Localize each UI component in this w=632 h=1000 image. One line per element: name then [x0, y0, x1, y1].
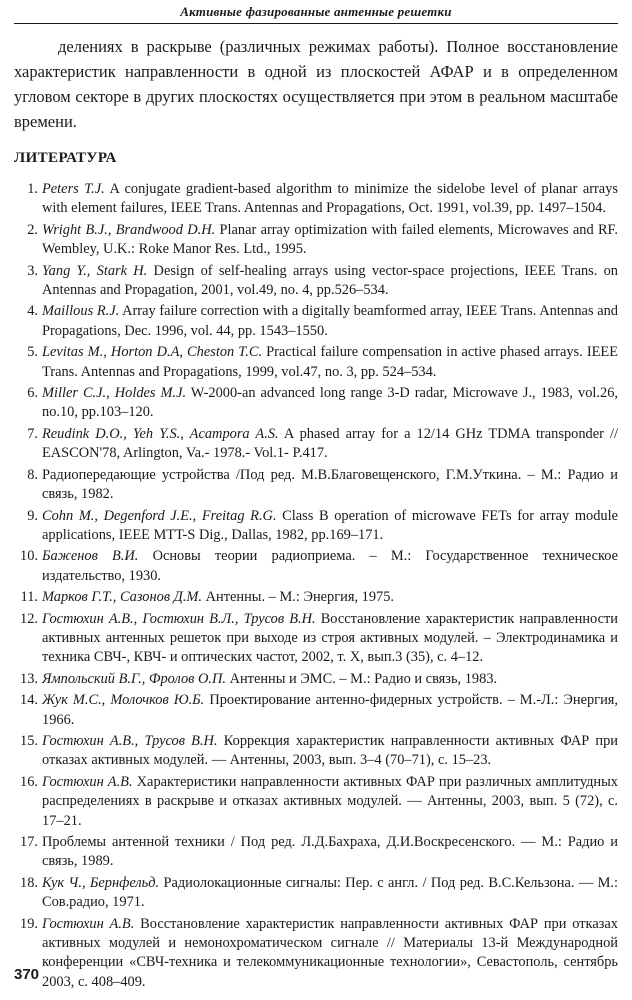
- reference-text: Class B operation of microwave FETs for array module applications, IEEE MTT-S Dig., Dallas, 1982, pp.169–171.: [42, 507, 618, 543]
- reference-number: 12.: [20, 610, 38, 627]
- reference-body: [42, 691, 618, 730]
- reference-item: [14, 343, 618, 382]
- reference-text: Array failure correction with a digitally beamformed array, IEEE Trans. Antennas and Propagations, Dec. 1996, vol. 44, pp. 1543–1550.: [42, 303, 618, 339]
- reference-text: Design of self-healing arrays using vector-space projections, IEEE Trans. on Antennas and Propagation, 2001, vol.49, no. 4, pp.526–534.: [42, 262, 619, 299]
- reference-item: [14, 732, 618, 771]
- reference-text: A conjugate gradient-based algorithm to minimize the sidelobe level of planar arrays with element failures, IEEE Trans. Antennas and Propagations, Oct. 1991, vol.39, pp. 1497–1504.: [42, 181, 618, 217]
- reference-number: 14.: [20, 692, 38, 709]
- reference-list: [14, 180, 618, 994]
- reference-number: 11.: [20, 589, 38, 606]
- reference-text: Радиолокационные сигналы: Пер. с англ. / Под ред. В.С.Кельзона. — М.: Сов.радио, 1971.: [42, 874, 618, 911]
- intro-text: делениях в раскрыве (различных режимах работы). Полное восстановление характеристик направленности в одной из плоскостей АФАР и в определенном угловом секторе в других плоскостях осуществляется при этом в реальном масштабе времени.: [14, 37, 618, 131]
- reference-text: Practical failure compensation in active phased arrays. IEEE Trans. Antennas and Propagations, 1999, vol.47, no. 3, pp. 524–534.: [42, 344, 618, 380]
- reference-item: [14, 874, 618, 913]
- reference-body: [42, 384, 618, 423]
- reference-body: [42, 302, 618, 341]
- reference-number: 7.: [27, 425, 38, 442]
- reference-number: 2.: [27, 221, 38, 238]
- reference-text: A phased array for a 12/14 GHz TDMA transponder // EASCON'78, Arlington, Va.- 1978.- Vol.1- P.417.: [42, 425, 618, 462]
- reference-body: [42, 221, 618, 260]
- reference-item: [14, 180, 618, 219]
- reference-number: 8.: [27, 466, 38, 483]
- reference-number: 10.: [20, 548, 38, 565]
- page-number: 370: [14, 966, 40, 983]
- reference-body: [42, 670, 618, 689]
- reference-item: [14, 425, 618, 464]
- reference-authors: Ямпольский В.Г., Фролов О.П.: [42, 670, 226, 687]
- reference-authors: Maillous R.J.: [42, 303, 120, 320]
- reference-authors: Гостюхин А.В.: [42, 915, 135, 932]
- reference-number: 4.: [27, 303, 38, 320]
- reference-body: [42, 425, 618, 464]
- reference-number: 6.: [27, 385, 38, 402]
- intro-paragraph: [14, 34, 618, 134]
- reference-item: [14, 588, 618, 607]
- reference-authors: Гостюхин А.В., Трусов В.Н.: [42, 732, 218, 749]
- reference-text: W-2000-an advanced long range 3-D radar, Microwave J., 1983, vol.26, no.10, pp.103–120.: [42, 385, 618, 421]
- reference-text: Коррекция характеристик направленности активных ФАР при отказах активных модулей. — Антенны, 2003, вып. 3–4 (70–71), с. 15–23.: [42, 732, 619, 769]
- running-header: Активные фазированные антенные решетки: [180, 4, 452, 19]
- reference-body: [42, 833, 618, 872]
- reference-body: [42, 610, 618, 668]
- reference-text: Антенны и ЭМС. – М.: Радио и связь, 1983.: [225, 670, 498, 687]
- reference-text: Радиопередающие устройства /Под ред. М.В.Благовещенского, Г.М.Уткина. – М.: Радио и связь, 1982.: [42, 466, 618, 503]
- reference-body: [42, 874, 618, 913]
- reference-body: [42, 732, 618, 771]
- reference-authors: Марков Г.Т., Сазонов Д.М.: [42, 589, 203, 606]
- reference-number: 17.: [20, 834, 38, 850]
- reference-body: [42, 262, 618, 301]
- reference-item: [14, 507, 618, 546]
- reference-number: 19.: [20, 915, 38, 932]
- reference-number: 18.: [20, 874, 38, 891]
- reference-authors: Reudink D.O., Yeh Y.S., Acampora A.S.: [42, 425, 279, 442]
- reference-body: [42, 466, 618, 505]
- reference-item: [14, 466, 618, 505]
- reference-item: [14, 610, 618, 668]
- reference-authors: Кук Ч., Бернфельд.: [42, 874, 160, 891]
- reference-number: 16.: [20, 773, 38, 790]
- reference-body: [42, 915, 618, 993]
- reference-item: [14, 773, 618, 831]
- reference-authors: Гостюхин А.В.: [42, 773, 133, 790]
- reference-text: Антенны. – М.: Энергия, 1975.: [202, 589, 395, 606]
- reference-body: [42, 507, 618, 546]
- reference-text: Planar array optimization with failed elements, Microwaves and RF. Wembley, U.K.: Roke Manor Res. Ltd., 1995.: [42, 221, 618, 258]
- reference-text: Проблемы антенной техники / Под ред. Л.Д.Бахраха, Д.И.Воскресенского. — М.: Радио и связь, 1989.: [42, 834, 618, 870]
- reference-item: [14, 691, 618, 730]
- reference-body: [42, 180, 618, 219]
- reference-text: Основы теории радиоприема. – М.: Государственное техническое издательство, 1930.: [42, 548, 618, 584]
- reference-number: 1.: [27, 181, 38, 197]
- reference-text: Проектирование антенно-фидерных устройств. – М.-Л.: Энергия, 1966.: [42, 692, 618, 728]
- reference-number: 9.: [27, 507, 38, 524]
- reference-authors: Баженов В.И.: [42, 548, 139, 565]
- reference-item: [14, 302, 618, 341]
- reference-number: 15.: [20, 732, 38, 749]
- reference-body: [42, 343, 618, 382]
- reference-item: [14, 670, 618, 689]
- reference-body: [42, 588, 618, 607]
- header-rule: [14, 23, 618, 24]
- reference-item: [14, 915, 618, 993]
- reference-item: [14, 833, 618, 872]
- reference-authors: Yang Y., Stark H.: [42, 262, 148, 279]
- reference-item: [14, 547, 618, 586]
- references-heading: ЛИТЕРАТУРА: [14, 150, 117, 166]
- reference-authors: Peters T.J.: [42, 181, 105, 197]
- reference-item: [14, 262, 618, 301]
- reference-authors: Гостюхин А.В., Гостюхин В.Л., Трусов В.Н.: [42, 610, 316, 627]
- reference-text: Характеристики направленности активных ФАР при различных амплитудных распределениях в раскрыве и отказах активных модулей. — Антенны, 2003, вып. 5 (72), с. 17–21.: [42, 773, 618, 829]
- reference-body: [42, 773, 618, 831]
- reference-body: [42, 547, 618, 586]
- reference-text: Восстановление характеристик направленности активных антенных решеток при выходе из строя активных модулей. – Электродинамика и техника СВЧ-, КВЧ- и оптических частот, 2002, т. X, вып.3 (35), с. 4–12.: [42, 610, 618, 666]
- reference-authors: Miller C.J., Holdes M.J.: [42, 385, 187, 402]
- reference-number: 13.: [20, 670, 38, 687]
- reference-item: [14, 221, 618, 260]
- reference-text: Восстановление характеристик направленности активных ФАР при отказах активных модулей и немонохроматическом сигнале // Материалы 13-й Международной конференции «СВЧ-техника и телекоммуникационные технологии», Севастополь, сентябрь 2003, с. 408–409.: [42, 915, 618, 990]
- reference-authors: Wright B.J., Brandwood D.H.: [42, 221, 216, 238]
- reference-authors: Жук М.С., Молочков Ю.Б.: [42, 692, 205, 709]
- reference-number: 3.: [27, 262, 38, 279]
- reference-authors: Cohn M., Degenford J.E., Freitag R.G.: [42, 507, 277, 524]
- reference-authors: Levitas M., Horton D.A, Cheston T.C.: [42, 344, 263, 361]
- reference-number: 5.: [27, 344, 38, 361]
- reference-item: [14, 384, 618, 423]
